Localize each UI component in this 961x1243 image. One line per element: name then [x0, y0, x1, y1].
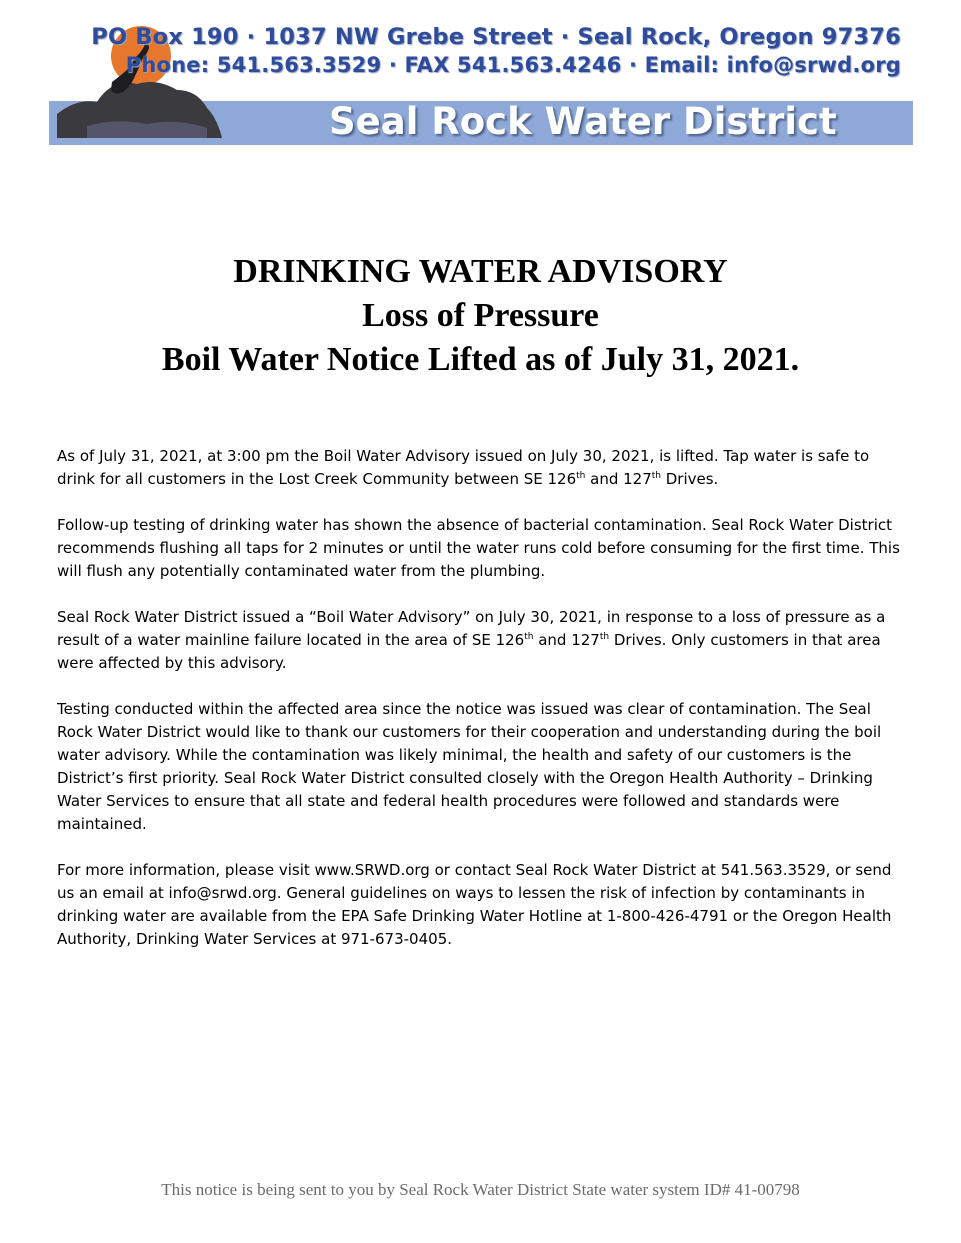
- p1-text-c: Drives.: [660, 470, 719, 488]
- contact-line: Phone: 541.563.3529 · FAX 541.563.4246 · Email: info@srwd.org: [125, 53, 901, 77]
- footer-notice: This notice is being sent to you by Seal Rock Water District State water system ID# 41-00798: [161, 1180, 800, 1199]
- p3-text-c: Drives. Only customers in that area were affected by this advisory.: [57, 631, 881, 672]
- p1-sup-2: th: [651, 471, 661, 481]
- letterhead: [49, 18, 913, 145]
- paragraph-more-info: For more information, please visit www.SRWD.org or contact Seal Rock Water District at 541.563.3529, or send us an email at info@srwd.org. General guidelines on ways to lessen the risk of infection by contaminants in drinking water are available from the EPA Safe Drinking Water Hotline at 1-800-426-4791 or the Oregon Health Authority, Drinking Water Services at 971-673-0405.: [57, 861, 892, 948]
- p3-sup-1: th: [524, 632, 534, 642]
- paragraph-lifted: [57, 445, 907, 491]
- notice-body: [57, 445, 907, 974]
- paragraph-advisory-issued: [57, 606, 907, 675]
- p1-text-a: As of July 31, 2021, at 3:00 pm the Boil Water Advisory issued on July 30, 2021, is lifted. Tap water is safe to drink for all customers in the Lost Creek Community between SE 126: [57, 447, 870, 488]
- address-line: PO Box 190 · 1037 NW Grebe Street · Seal Rock, Oregon 97376: [91, 24, 901, 50]
- p3-sup-2: th: [599, 632, 610, 642]
- district-name: Seal Rock Water District: [329, 100, 837, 143]
- p1-text-b: and 127: [585, 470, 652, 488]
- paragraph-testing: Follow-up testing of drinking water has shown the absence of bacterial contamination. Seal Rock Water District recommends flushing all taps for 2 minutes or until the water runs cold before consuming for the first time. This will flush any potentially contaminated water from the plumbing.: [57, 516, 900, 580]
- title-advisory: DRINKING WATER ADVISORY: [233, 253, 728, 290]
- paragraph-thanks: Testing conducted within the affected area since the notice was issued was clear of contamination. The Seal Rock Water District would like to thank our customers for their cooperation and understanding during the boil water advisory. While the contamination was likely minimal, the health and safety of our customers is the District’s first priority. Seal Rock Water District consulted closely with the Oregon Health Authority – Drinking Water Services to ensure that all state and federal health procedures were followed and standards were maintained.: [57, 700, 882, 833]
- p3-text-a: Seal Rock Water District issued a “Boil Water Advisory” on July 30, 2021, in response to a loss of pressure as a result of a water mainline failure located in the area of SE 126: [57, 608, 886, 649]
- p3-text-b: and 127: [533, 631, 600, 649]
- title-block: [0, 250, 961, 382]
- p1-sup-1: th: [576, 471, 586, 481]
- title-notice-lifted: Boil Water Notice Lifted as of July 31, 2021.: [161, 341, 800, 378]
- title-loss-of-pressure: Loss of Pressure: [362, 297, 599, 334]
